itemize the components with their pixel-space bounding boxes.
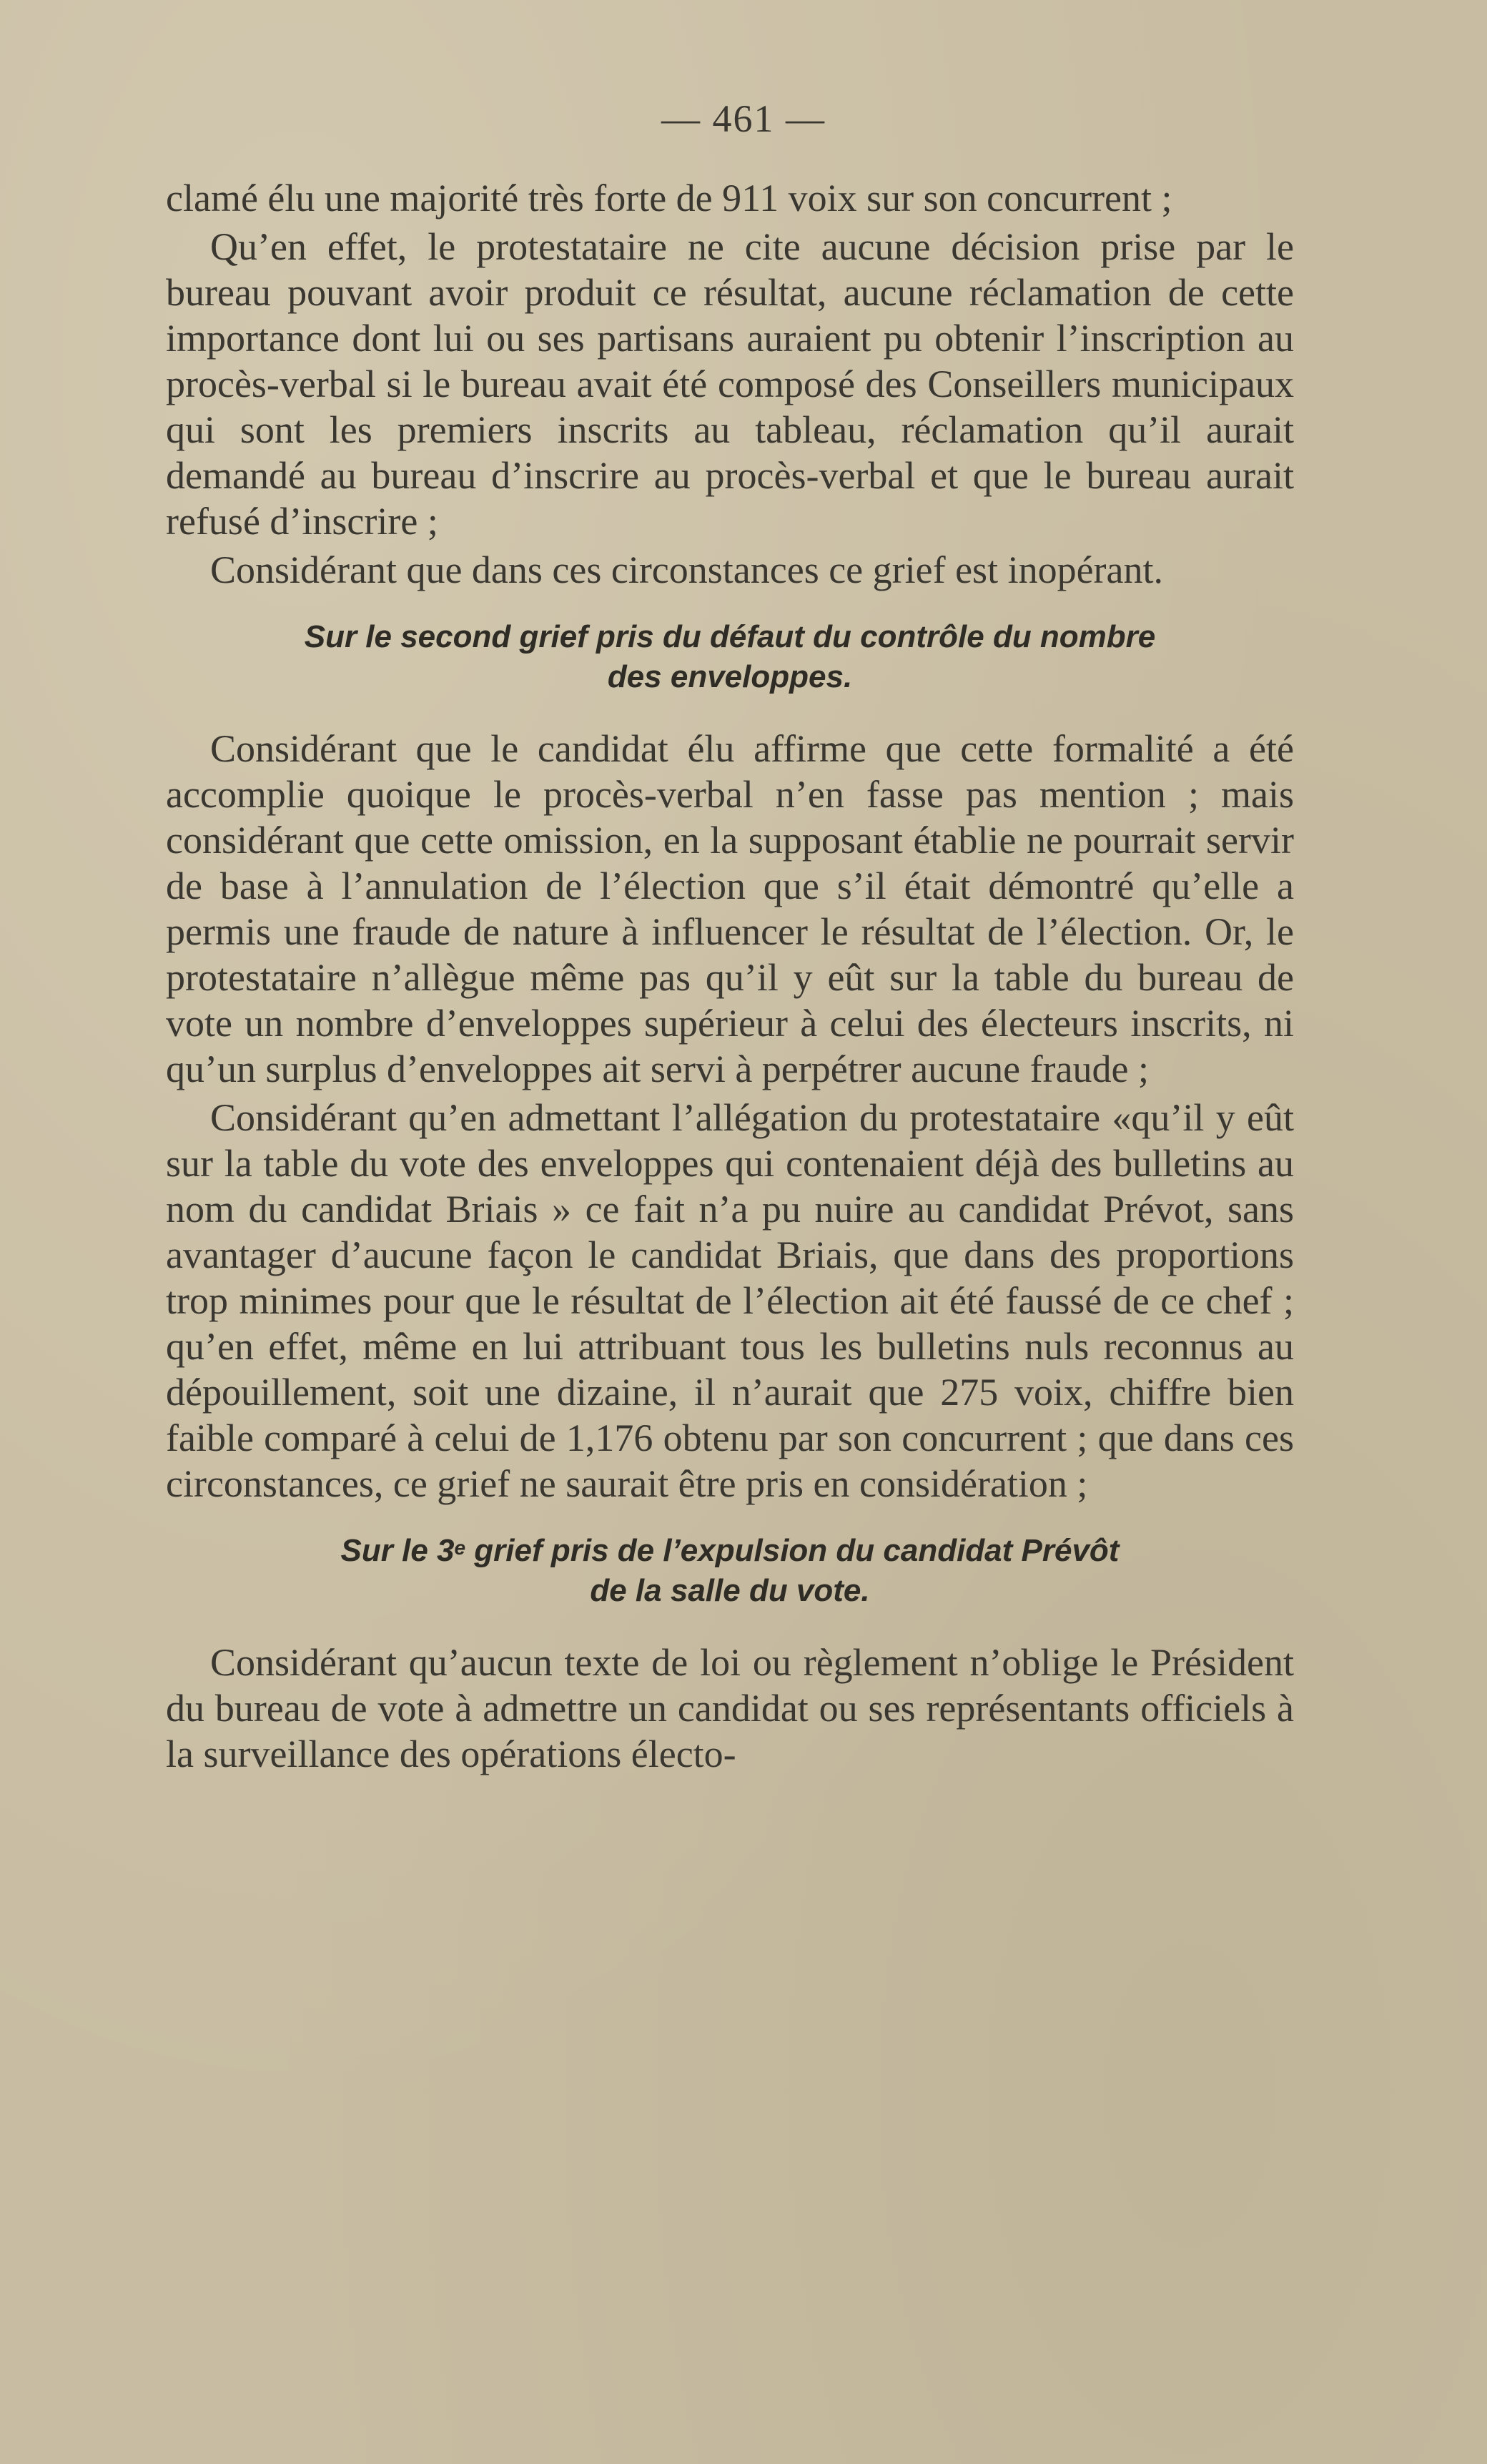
paragraph: Considérant qu’en admettant l’allégation du protestataire «qu’il y eût sur la table du vote des enveloppes qui contenaient déjà des bulletins au nom du candidat Briais » ce fait n’a pu nuire au candidat Prévot, sans avantager d’aucune façon le candidat Briais, que dans des proportions trop minimes pour que le résultat de l’élection ait été faussé de ce chef ; qu’en effet, même en lui attribuant tous les bulletins nuls reconnus au dépouillement, soit une dizaine, il n’aurait que 275 voix, chiffre bien faible comparé à celui de 1,176 obtenu par son concurrent ; que dans ces circonstances, ce grief ne saurait être pris en considération ; [166,1096,1294,1505]
heading-line [166,1531,1294,1571]
page-number: — 461 — [661,97,826,140]
paragraph: Qu’en effet, le protestataire ne cite aucune décision prise par le bureau pouvant avoir produit ce résultat, aucune réclamation de cette importance dont lui ou ses partisans auraient pu obtenir l’inscription au procès-verbal si le bureau avait été composé des Conseillers municipaux qui sont les premiers inscrits au tableau, réclamation qu’il aurait demandé au bureau d’inscrire au procès-verbal et que le bureau aurait refusé d’inscrire ; [166,225,1294,543]
heading-line: des enveloppes. [607,659,853,694]
paragraph: Considérant qu’aucun texte de loi ou règlement n’oblige le Président du bureau de vote à admettre un candidat ou ses représentants officiels à la surveillance des opérations électo- [166,1641,1294,1775]
paragraph: Considérant que le candidat élu affirme que cette formalité a été accomplie quoique le procès-verbal n’en fasse pas mention ; mais considérant que cette omission, en la supposant établie ne pourrait servir de base à l’annulation de l’élection que s’il était démontré qu’elle a permis une fraude de nature à influencer le résultat de l’élection. Or, le protestataire n’allègue même pas qu’il y eût sur la table du bureau de vote un nombre d’enveloppes supérieur à celui des électeurs inscrits, ni qu’un surplus d’enveloppes ait servi à perpétrer aucune fraude ; [166,727,1294,1090]
body-text [166,175,1294,1777]
section-heading-second-grief [166,617,1294,697]
ordinal-superscript: e [454,1537,466,1559]
paragraph: clamé élu une majorité très forte de 911 voix sur son concurrent ; [166,177,1172,220]
heading-line: Sur le second grief pris du défaut du contrôle du nombre [304,619,1156,654]
heading-text: grief pris de l’expulsion du candidat Prévôt [465,1533,1120,1568]
paragraph: Considérant que dans ces circonstances ce grief est inopérant. [210,548,1163,591]
section-heading-third-grief [166,1531,1294,1611]
heading-line: de la salle du vote. [590,1573,870,1608]
heading-text: Sur le 3 [340,1533,455,1568]
